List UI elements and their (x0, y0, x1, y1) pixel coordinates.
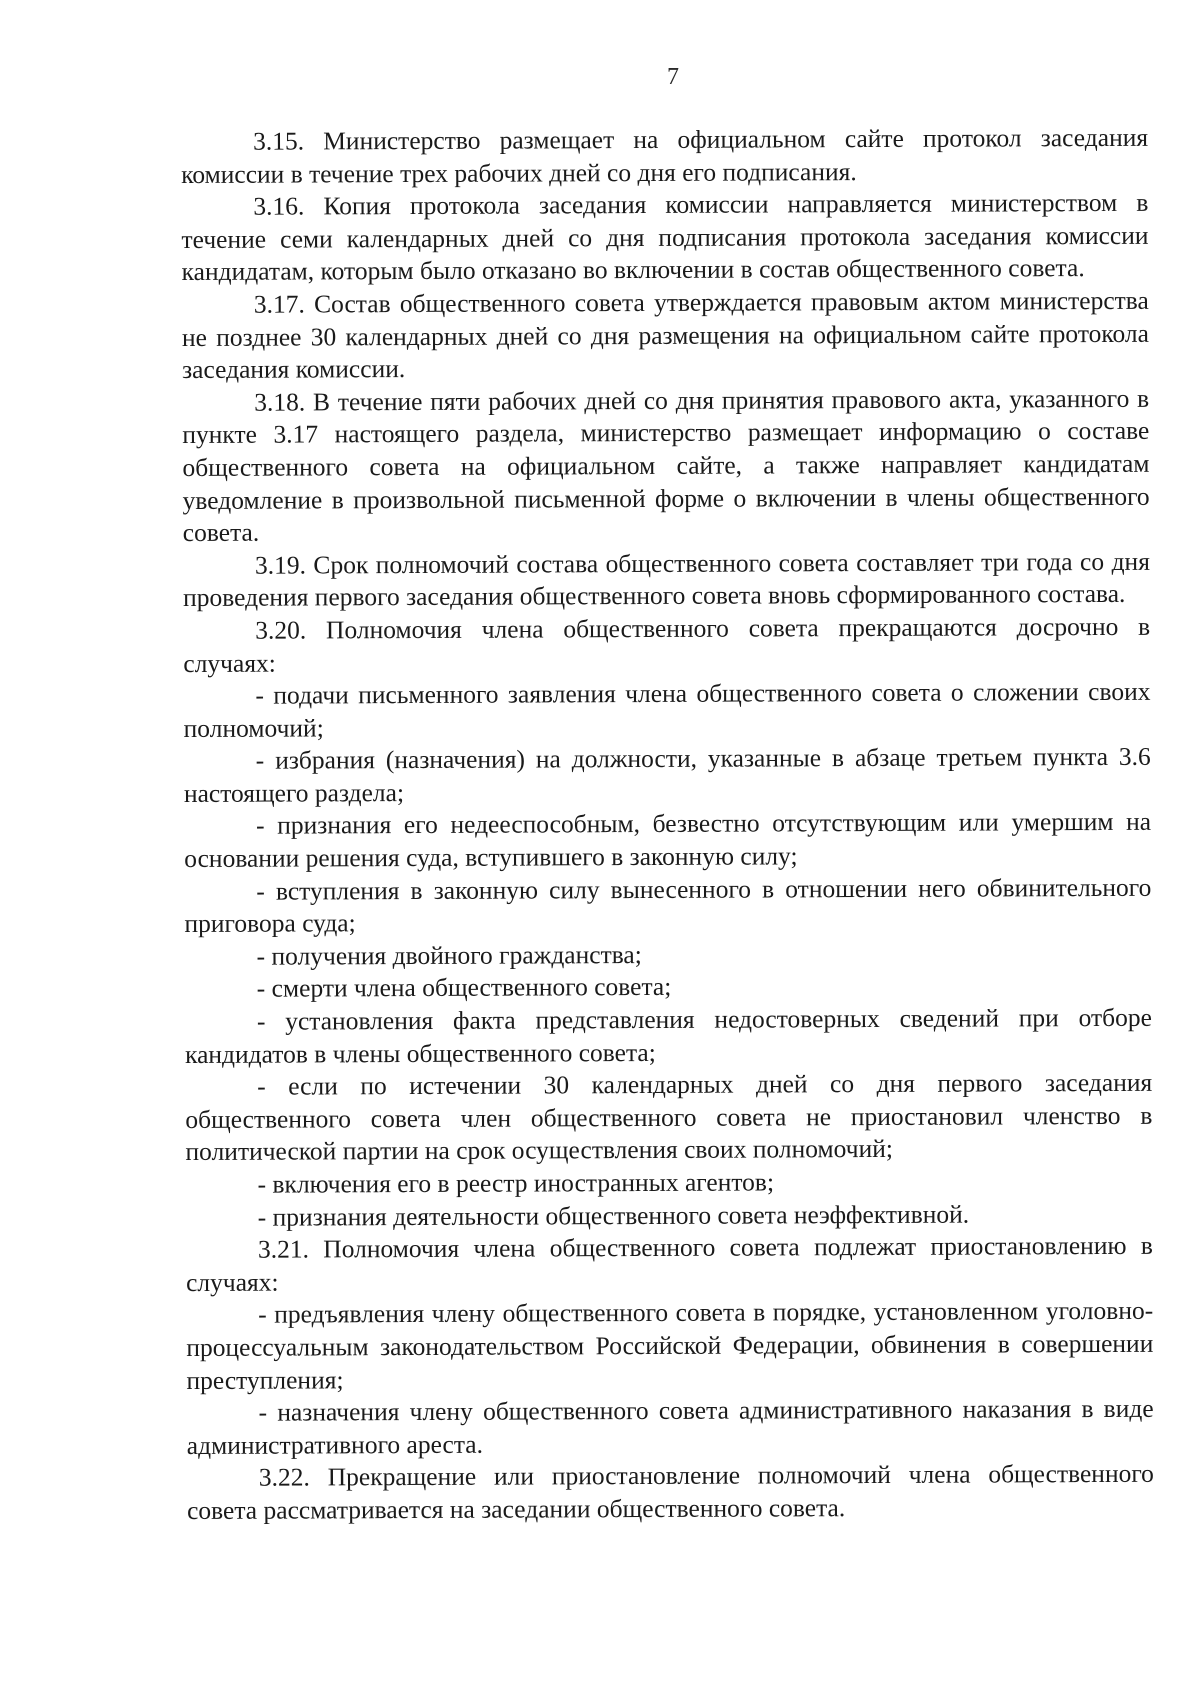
list-item: - если по истечении 30 календарных дней со дня первого заседания общественного совета член общественного совета не приостановил членство в политической партии на срок осуществления своих полномочий; (185, 1067, 1153, 1167)
list-item: - вступления в законную силу вынесенного в отношении него обвинительного приговора суда; (184, 872, 1152, 939)
list-item: - включения его в реестр иностранных агентов; (257, 1167, 775, 1199)
paragraph-3-22: 3.22. Прекращение или приостановление полномочий члена общественного совета рассматривается на заседании общественного совета. (186, 1459, 1154, 1525)
list-item: - установления факта представления недостоверных сведений при отборе кандидатов в члены общественного совета; (184, 1002, 1152, 1069)
paragraph-3-17: 3.17. Состав общественного совета утверждается правовым актом министерства не позднее 30 календарных дней со дня размещения на официальном сайте протокола заседания комиссии. (181, 285, 1149, 385)
paragraph-3-21: 3.21. Полномочия члена общественного совета подлежат приостановлению в случаях: (185, 1230, 1153, 1297)
paragraph-3-20: 3.20. Полномочия члена общественного совета прекращаются досрочно в случаях: (183, 611, 1151, 678)
list-item: - предъявления члену общественного совета в порядке, установленном уголовно-процессуальным законодательством Российской Федерации, обвинения в совершении преступления; (186, 1296, 1154, 1395)
paragraph-3-16: 3.16. Копия протокола заседания комиссии направляется министерством в течение семи календарных дней со дня подписания протокола заседания комиссии кандидатам, которым было отказано во включении в состав общественного совета. (181, 187, 1149, 287)
list-item: - получения двойного гражданства; (256, 939, 642, 971)
list-item: - подачи письменного заявления члена общественного совета о сложении своих полномочий; (183, 676, 1151, 743)
list-item: - назначения члену общественного совета административного наказания в виде административного ареста. (186, 1393, 1154, 1460)
paragraph-3-15: 3.15. Министерство размещает на официальном сайте протокол заседания комиссии в течение трех рабочих дней со дня его подписания. (181, 122, 1149, 189)
list-item: - смерти члена общественного совета; (256, 972, 672, 1004)
list-item: - избрания (назначения) на должности, указанные в абзаце третьем пункта 3.6 настоящего раздела; (183, 742, 1151, 808)
paragraph-3-18: 3.18. В течение пяти рабочих дней со дня принятия правового акта, указанного в пункте 3.17 настоящего раздела, министерство размещает информацию о составе общественного совета на официальном сайте, а также направляет кандидатам уведомление в произвольной письменной форме о включении в члены общественного совета. (182, 383, 1150, 548)
paragraph-3-19: 3.19. Срок полномочий состава общественного совета составляет три года со дня проведения первого заседания общественного совета вновь сформированного состава. (182, 546, 1150, 613)
list-item: - признания деятельности общественного совета неэффективной. (257, 1199, 970, 1232)
document-body (181, 122, 1154, 1528)
list-item: - признания его недееспособным, безвестно отсутствующим или умершим на основании решения суда, вступившего в законную силу; (184, 807, 1152, 874)
page-number: 7 (667, 64, 679, 90)
